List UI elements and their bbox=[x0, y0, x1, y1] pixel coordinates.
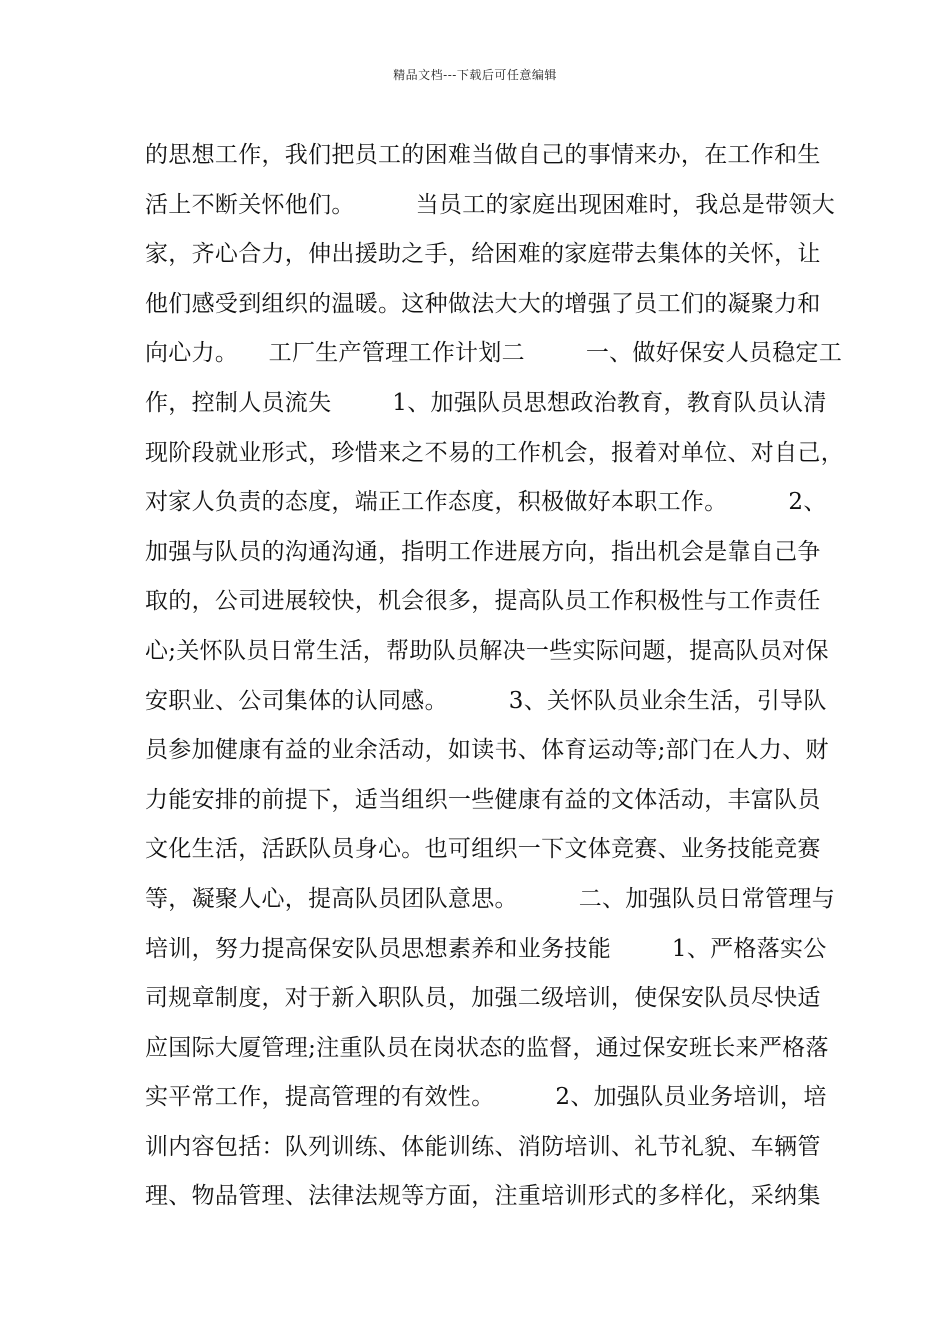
text-line: 家，齐心合力，伸出援助之手，给困难的家庭带去集体的关怀，让 bbox=[145, 241, 821, 268]
text-line: 文化生活，活跃队员身心。也可组织一下文体竞赛、业务技能竞赛 bbox=[145, 836, 821, 863]
text-line: 加强与队员的沟通沟通，指明工作进展方向，指出机会是靠自己争 bbox=[145, 538, 821, 565]
text-line: 活上不断关怀他们。 当员工的家庭出现困难时，我总是带领大 bbox=[145, 191, 835, 218]
text-line: 他们感受到组织的温暖。这种做法大大的增强了员工们的凝聚力和 bbox=[145, 290, 821, 317]
text-line: 向心力。 工厂生产管理工作计划二 一、做好保安人员稳定工 bbox=[145, 340, 843, 367]
text-line: 理、物品管理、法律法规等方面，注重培训形式的多样化，采纳集 bbox=[145, 1183, 821, 1210]
text-line: 培训，努力提高保安队员思想素养和业务技能 1、严格落实公 bbox=[145, 935, 827, 962]
text-line: 现阶段就业形式，珍惜来之不易的工作机会，报着对单位、对自己， bbox=[145, 439, 844, 466]
text-line: 心;关怀队员日常生活，帮助队员解决一些实际问题，提高队员对保 bbox=[145, 637, 829, 664]
text-line: 实平常工作，提高管理的有效性。 2、加强队员业务培训，培 bbox=[145, 1084, 827, 1111]
text-line: 安职业、公司集体的认同感。 3、关怀队员业余生活，引导队 bbox=[145, 687, 827, 714]
text-line: 作，控制人员流失 1、加强队员思想政治教育，教育队员认清 bbox=[145, 389, 827, 416]
text-line: 的思想工作，我们把员工的困难当做自己的事情来办，在工作和生 bbox=[145, 142, 821, 168]
text-line: 训内容包括：队列训练、体能训练、消防培训、礼节礼貌、车辆管 bbox=[145, 1133, 821, 1160]
text-line: 等，凝聚人心，提高队员团队意思。 二、加强队员日常管理与 bbox=[145, 885, 835, 912]
text-line: 力能安排的前提下，适当组织一些健康有益的文体活动，丰富队员 bbox=[145, 786, 821, 813]
text-line: 司规章制度，对于新入职队员，加强二级培训，使保安队员尽快适 bbox=[145, 985, 821, 1012]
page-header: 精品文档---下载后可任意编辑 bbox=[393, 68, 557, 82]
body-text bbox=[145, 131, 845, 1222]
text-line: 对家人负责的态度，端正工作态度，积极做好本职工作。 2、 bbox=[145, 489, 827, 516]
text-line: 取的，公司进展较快，机会很多，提高队员工作积极性与工作责任 bbox=[145, 588, 821, 615]
text-line: 应国际大厦管理;注重队员在岗状态的监督，通过保安班长来严格落 bbox=[145, 1034, 829, 1061]
text-line: 员参加健康有益的业余活动，如读书、体育运动等;部门在人力、财 bbox=[145, 737, 829, 764]
